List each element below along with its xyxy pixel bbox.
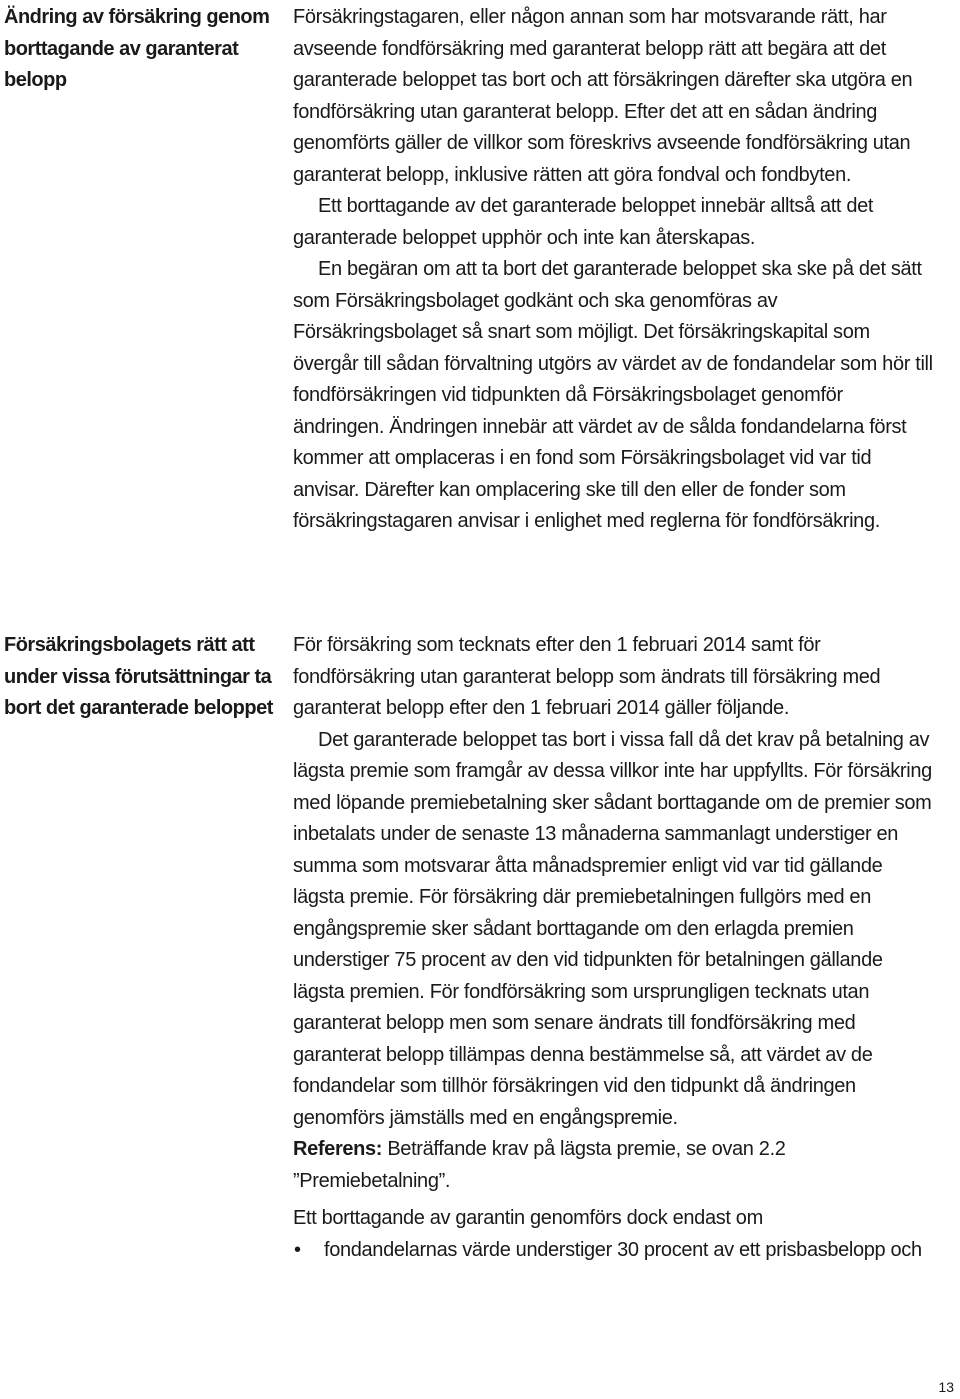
page-number: 13 bbox=[938, 1379, 954, 1395]
section-heading-insurer-right-to-remove: Försäkringsbolagets rätt att under vissa förutsättningar ta bort det garanterade beloppet bbox=[4, 634, 273, 719]
paragraph: Det garanterade beloppet tas bort i vissa fall då det krav på betalning av lägsta premie som framgår av dessa villkor inte har uppfyllts. För försäkring med löpande premiebetalning sker sådant borttagande om de premier som inbetalats under de senaste 13 månaderna sammanlagt understiger en summa som motsvarar åtta månadspremier enligt vid var tid gällande lägsta premie. För försäkring där premiebetalningen fullgörs med en engångspremie sker sådant borttagande om den erlagda premien understiger 75 procent av den vid tidpunkten för betalningen gällande lägsta premien. För fondförsäkring som ursprungligen tecknats utan garanterat belopp men som senare ändrats till fondförsäkring med garanterat belopp tillämpas denna bestämmelse så, att värdet av de fondandelar som tillhör försäkringen vid den tidpunkt då ändringen genomförs jämställs med en engångspremie. bbox=[293, 728, 932, 1129]
paragraph: En begäran om att ta bort det garanterade beloppet ska ske på det sätt som Försäkringsbolaget godkänt och ska genomföras av Försäkringsbolaget så snart som möjligt. Det försäkringskapital som övergår till sådan förvaltning utgörs av värdet av de fondandelar som hör till fondförsäkringen vid tidpunkten då Försäkringsbolaget genomför ändringen. Ändringen innebär att värdet av de sålda fondandelarna först kommer att omplaceras i en fond som Försäkringsbolaget vid var tid anvisar. Därefter kan omplacering ske till den eller de fonder som försäkringstagaren anvisar i enlighet med reglerna för fondförsäkring. bbox=[293, 258, 933, 532]
section-heading-change-of-insurance: Ändring av försäkring genom borttagande av garanterat belopp bbox=[4, 6, 270, 91]
paragraph: Ett borttagande av det garanterade beloppet innebär alltså att det garanterade beloppet upphör och inte kan återskapas. bbox=[293, 195, 874, 249]
reference-label: Referens: bbox=[293, 1138, 383, 1160]
list-item-text: fondandelarnas värde understiger 30 procent av ett prisbasbelopp och bbox=[324, 1238, 922, 1261]
bullet-list bbox=[293, 1235, 933, 1267]
paragraph: Försäkringstagaren, eller någon annan som har motsvarande rätt, har avseende fondförsäkring med garanterat belopp rätt att begära att det garanterade beloppet tas bort och att försäkringen därefter ska utgöra en fondförsäkring utan garanterat belopp. Efter det att en sådan ändring genomförts gäller de villkor som föreskrivs avseende fondförsäkring utan garanterat belopp, inklusive rätten att göra fondval och fondbyten. bbox=[293, 6, 913, 186]
list-item bbox=[293, 1235, 933, 1267]
paragraph: Ett borttagande av garantin genomförs dock endast om bbox=[293, 1207, 763, 1229]
bullet-icon: • bbox=[294, 1238, 301, 1261]
section-body-insurer-right-to-remove bbox=[293, 630, 933, 1266]
reference-paragraph bbox=[293, 1134, 933, 1197]
section-body-change-of-insurance bbox=[293, 2, 933, 538]
paragraph: För försäkring som tecknats efter den 1 februari 2014 samt för fondförsäkring utan garanterat belopp som ändrats till försäkring med garanterat belopp efter den 1 februari 2014 gäller följande. bbox=[293, 634, 881, 719]
reference-text: Beträffande krav på lägsta premie, se ovan 2.2 ”Premiebetalning”. bbox=[293, 1138, 786, 1192]
